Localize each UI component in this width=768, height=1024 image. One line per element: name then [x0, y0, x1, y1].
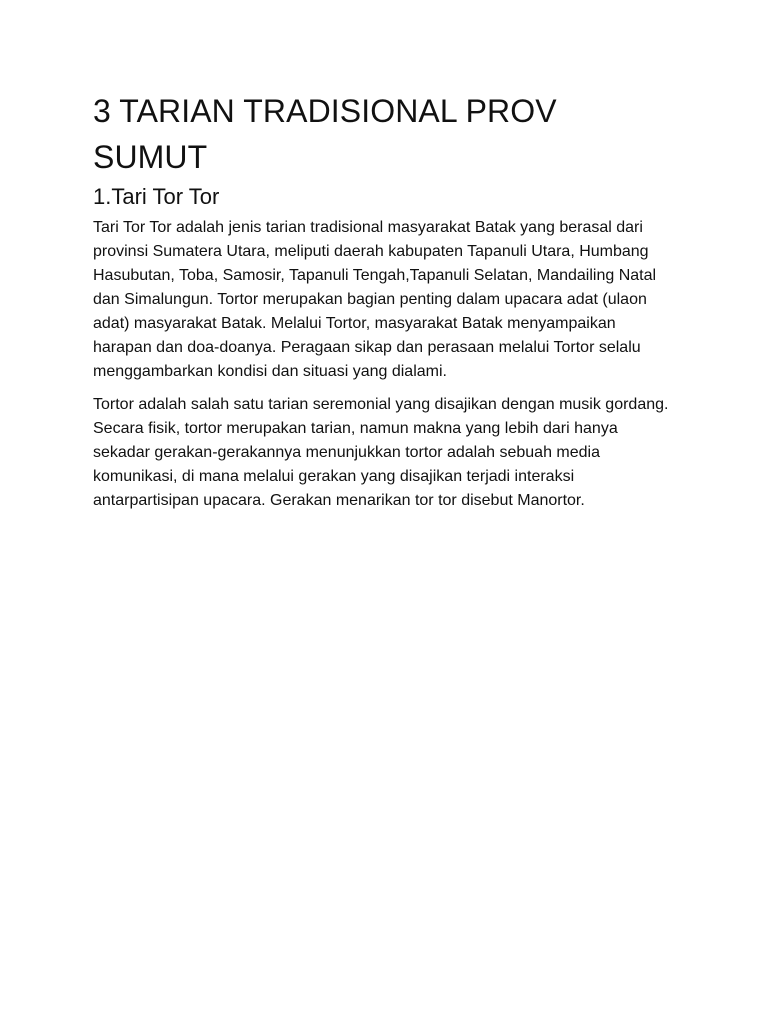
document-page	[93, 88, 673, 522]
paragraph: Tortor adalah salah satu tarian seremonial yang disajikan dengan musik gordang. Secara fisik, tortor merupakan tarian, namun makna yang lebih dari hanya sekadar gerakan-gerakannya menunjukkan tortor adalah sebuah media komunikasi, di mana melalui gerakan yang disajikan terjadi interaksi antarpartisipan upacara. Gerakan menarikan tor tor disebut Manortor.	[93, 396, 669, 509]
section-heading: 1.Tari Tor Tor	[93, 184, 220, 209]
paragraph: Tari Tor Tor adalah jenis tarian tradisional masyarakat Batak yang berasal dari provinsi Sumatera Utara, meliputi daerah kabupaten Tapanuli Utara, Humbang Hasubutan, Toba, Samosir, Tapanuli Tengah,Tapanuli Selatan, Mandailing Natal dan Simalungun. Tortor merupakan bagian penting dalam upacara adat (ulaon adat) masyarakat Batak. Melalui Tortor, masyarakat Batak menyampaikan harapan dan doa-doanya. Peragaan sikap dan perasaan melalui Tortor selalu menggambarkan kondisi dan situasi yang dialami.	[93, 219, 657, 380]
document-title: 3 TARIAN TRADISIONAL PROV SUMUT	[93, 93, 557, 175]
